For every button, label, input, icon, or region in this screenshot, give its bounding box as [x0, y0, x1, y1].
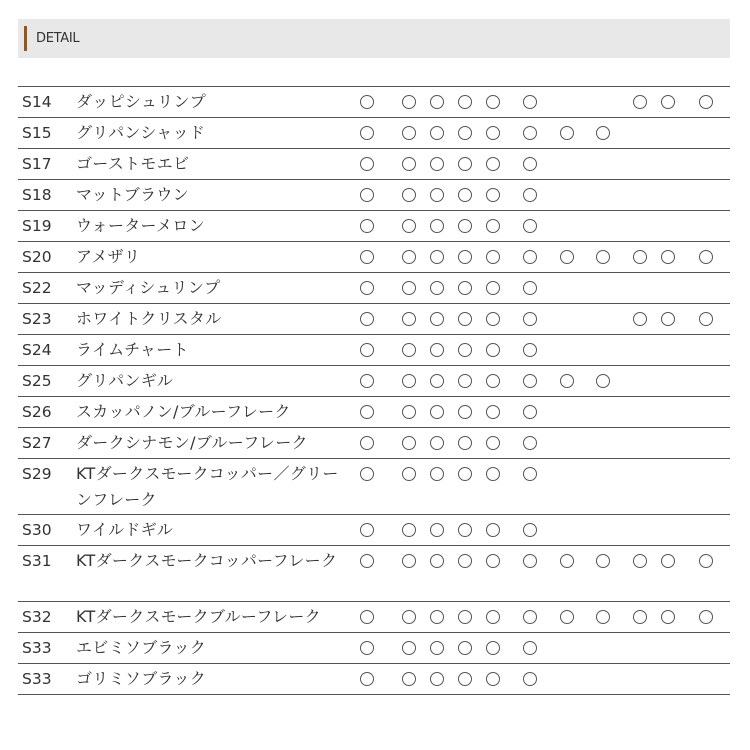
- availability-circle-icon: [402, 641, 416, 655]
- availability-circle-icon: [596, 126, 610, 140]
- availability-circle-icon: [458, 523, 472, 537]
- availability-circle-icon: [699, 554, 713, 568]
- availability-circle-icon: [360, 188, 374, 202]
- availability-circle-icon: [486, 343, 500, 357]
- availability-circle-icon: [360, 554, 374, 568]
- availability-circle-icon: [360, 610, 374, 624]
- color-name: ワイルドギル: [76, 520, 174, 539]
- availability-circle-icon: [360, 281, 374, 295]
- table-row: [18, 546, 730, 602]
- availability-circle-icon: [430, 436, 444, 450]
- availability-circle-icon: [661, 312, 675, 326]
- availability-circle-icon: [360, 374, 374, 388]
- availability-circle-icon: [430, 157, 444, 171]
- availability-circle-icon: [633, 610, 647, 624]
- color-code: S25: [22, 372, 52, 390]
- availability-circle-icon: [523, 312, 537, 326]
- availability-circle-icon: [402, 188, 416, 202]
- availability-circle-icon: [458, 95, 472, 109]
- availability-circle-icon: [402, 312, 416, 326]
- availability-circle-icon: [402, 95, 416, 109]
- availability-circle-icon: [360, 312, 374, 326]
- availability-circle-icon: [661, 610, 675, 624]
- availability-circle-icon: [458, 467, 472, 481]
- availability-circle-icon: [699, 312, 713, 326]
- color-code: S15: [22, 124, 52, 142]
- color-code: S20: [22, 248, 52, 266]
- availability-circle-icon: [523, 523, 537, 537]
- availability-circle-icon: [523, 281, 537, 295]
- availability-circle-icon: [430, 188, 444, 202]
- color-code: S24: [22, 341, 52, 359]
- availability-circle-icon: [523, 641, 537, 655]
- availability-circle-icon: [633, 312, 647, 326]
- table-row: [18, 366, 730, 397]
- availability-circle-icon: [523, 157, 537, 171]
- table-row: [18, 602, 730, 633]
- color-name: KTダークスモークブルーフレーク: [76, 607, 321, 626]
- availability-circle-icon: [402, 374, 416, 388]
- availability-circle-icon: [523, 250, 537, 264]
- table-row: [18, 459, 730, 515]
- availability-circle-icon: [560, 374, 574, 388]
- availability-circle-icon: [430, 523, 444, 537]
- availability-circle-icon: [458, 641, 472, 655]
- availability-circle-icon: [360, 436, 374, 450]
- availability-circle-icon: [430, 312, 444, 326]
- color-code: S33: [22, 639, 52, 657]
- availability-circle-icon: [458, 374, 472, 388]
- availability-circle-icon: [360, 126, 374, 140]
- availability-circle-icon: [360, 672, 374, 686]
- color-code: S14: [22, 93, 52, 111]
- availability-circle-icon: [661, 554, 675, 568]
- detail-header: [18, 19, 730, 58]
- availability-circle-icon: [699, 610, 713, 624]
- availability-circle-icon: [458, 436, 472, 450]
- availability-circle-icon: [430, 641, 444, 655]
- header-accent-bar: [24, 26, 27, 51]
- availability-circle-icon: [633, 95, 647, 109]
- availability-circle-icon: [523, 672, 537, 686]
- availability-circle-icon: [523, 219, 537, 233]
- availability-circle-icon: [633, 250, 647, 264]
- availability-circle-icon: [360, 467, 374, 481]
- section-title: DETAIL: [36, 31, 80, 46]
- color-name: KTダークスモークコッパー／グリーンフレーク: [76, 464, 339, 509]
- availability-circle-icon: [486, 405, 500, 419]
- availability-circle-icon: [402, 126, 416, 140]
- availability-circle-icon: [360, 95, 374, 109]
- availability-circle-icon: [402, 157, 416, 171]
- table-row: [18, 149, 730, 180]
- availability-circle-icon: [560, 126, 574, 140]
- color-name: マッディシュリンプ: [76, 278, 221, 297]
- availability-circle-icon: [458, 312, 472, 326]
- color-name: ダッピシュリンプ: [76, 92, 207, 111]
- availability-circle-icon: [430, 126, 444, 140]
- color-availability-table: [18, 86, 730, 695]
- availability-circle-icon: [596, 610, 610, 624]
- availability-circle-icon: [430, 219, 444, 233]
- availability-circle-icon: [360, 250, 374, 264]
- availability-circle-icon: [402, 672, 416, 686]
- availability-circle-icon: [402, 436, 416, 450]
- availability-circle-icon: [486, 126, 500, 140]
- color-name: ホワイトクリスタル: [76, 309, 222, 328]
- availability-circle-icon: [458, 672, 472, 686]
- availability-circle-icon: [360, 157, 374, 171]
- availability-circle-icon: [430, 467, 444, 481]
- availability-circle-icon: [596, 554, 610, 568]
- color-name: ゴリミソブラック: [76, 669, 207, 688]
- color-code: S19: [22, 217, 52, 235]
- color-name: グリパンシャッド: [76, 123, 206, 142]
- availability-circle-icon: [486, 554, 500, 568]
- availability-circle-icon: [458, 554, 472, 568]
- availability-circle-icon: [458, 126, 472, 140]
- color-code: S29: [22, 465, 52, 483]
- availability-circle-icon: [523, 126, 537, 140]
- availability-circle-icon: [402, 523, 416, 537]
- availability-circle-icon: [486, 436, 500, 450]
- availability-circle-icon: [486, 641, 500, 655]
- table-row: [18, 664, 730, 695]
- table-row: [18, 428, 730, 459]
- availability-circle-icon: [560, 554, 574, 568]
- color-code: S26: [22, 403, 52, 421]
- color-name: KTダークスモークコッパーフレーク: [76, 551, 338, 570]
- availability-circle-icon: [699, 250, 713, 264]
- availability-circle-icon: [661, 95, 675, 109]
- availability-circle-icon: [486, 281, 500, 295]
- availability-circle-icon: [430, 554, 444, 568]
- color-name: エビミソブラック: [76, 638, 207, 657]
- color-name: アメザリ: [76, 247, 141, 266]
- availability-circle-icon: [596, 250, 610, 264]
- availability-circle-icon: [360, 405, 374, 419]
- availability-circle-icon: [402, 554, 416, 568]
- table-row: [18, 118, 730, 149]
- availability-circle-icon: [458, 610, 472, 624]
- availability-circle-icon: [458, 219, 472, 233]
- table-row: [18, 180, 730, 211]
- availability-circle-icon: [430, 610, 444, 624]
- table-row: [18, 304, 730, 335]
- table-row: [18, 273, 730, 304]
- availability-circle-icon: [402, 610, 416, 624]
- availability-circle-icon: [430, 95, 444, 109]
- color-code: S33: [22, 670, 52, 688]
- color-code: S30: [22, 521, 52, 539]
- availability-circle-icon: [560, 250, 574, 264]
- availability-circle-icon: [402, 467, 416, 481]
- availability-circle-icon: [486, 250, 500, 264]
- availability-circle-icon: [430, 250, 444, 264]
- availability-circle-icon: [486, 219, 500, 233]
- color-code: S32: [22, 608, 52, 626]
- availability-circle-icon: [458, 188, 472, 202]
- table-row: [18, 242, 730, 273]
- availability-circle-icon: [486, 312, 500, 326]
- availability-circle-icon: [486, 523, 500, 537]
- availability-circle-icon: [486, 188, 500, 202]
- table-row: [18, 633, 730, 664]
- availability-circle-icon: [523, 610, 537, 624]
- availability-circle-icon: [430, 672, 444, 686]
- availability-circle-icon: [402, 343, 416, 357]
- availability-circle-icon: [360, 523, 374, 537]
- color-name: マットブラウン: [76, 185, 189, 204]
- color-code: S31: [22, 552, 52, 570]
- availability-circle-icon: [661, 250, 675, 264]
- availability-circle-icon: [360, 641, 374, 655]
- color-code: S17: [22, 155, 52, 173]
- availability-circle-icon: [458, 250, 472, 264]
- availability-circle-icon: [486, 157, 500, 171]
- availability-circle-icon: [523, 405, 537, 419]
- availability-circle-icon: [458, 281, 472, 295]
- table-row: [18, 515, 730, 546]
- color-code: S23: [22, 310, 52, 328]
- availability-circle-icon: [430, 374, 444, 388]
- availability-circle-icon: [402, 405, 416, 419]
- color-name: ライムチャート: [76, 340, 189, 359]
- color-name: スカッパノン/ブルーフレーク: [76, 402, 291, 421]
- table-row: [18, 87, 730, 118]
- table-row: [18, 211, 730, 242]
- availability-circle-icon: [596, 374, 610, 388]
- availability-circle-icon: [486, 672, 500, 686]
- availability-circle-icon: [430, 343, 444, 357]
- availability-circle-icon: [360, 219, 374, 233]
- availability-circle-icon: [360, 343, 374, 357]
- color-code: S22: [22, 279, 52, 297]
- availability-circle-icon: [458, 157, 472, 171]
- availability-circle-icon: [523, 554, 537, 568]
- table-row: [18, 335, 730, 366]
- availability-circle-icon: [486, 467, 500, 481]
- availability-circle-icon: [486, 610, 500, 624]
- availability-circle-icon: [523, 343, 537, 357]
- availability-circle-icon: [523, 95, 537, 109]
- availability-circle-icon: [699, 95, 713, 109]
- table-row: [18, 397, 730, 428]
- availability-circle-icon: [430, 281, 444, 295]
- availability-circle-icon: [486, 374, 500, 388]
- availability-circle-icon: [402, 219, 416, 233]
- color-name: ゴーストモエビ: [76, 154, 190, 173]
- color-name: ウォーターメロン: [76, 216, 205, 235]
- availability-circle-icon: [523, 188, 537, 202]
- availability-circle-icon: [633, 554, 647, 568]
- availability-circle-icon: [430, 405, 444, 419]
- availability-circle-icon: [458, 405, 472, 419]
- availability-circle-icon: [458, 343, 472, 357]
- availability-circle-icon: [486, 95, 500, 109]
- availability-circle-icon: [523, 467, 537, 481]
- availability-circle-icon: [523, 436, 537, 450]
- color-code: S27: [22, 434, 52, 452]
- color-name: グリパンギル: [76, 371, 174, 390]
- availability-circle-icon: [402, 250, 416, 264]
- availability-circle-icon: [560, 610, 574, 624]
- availability-circle-icon: [402, 281, 416, 295]
- color-code: S18: [22, 186, 52, 204]
- color-name: ダークシナモン/ブルーフレーク: [76, 433, 308, 452]
- availability-circle-icon: [523, 374, 537, 388]
